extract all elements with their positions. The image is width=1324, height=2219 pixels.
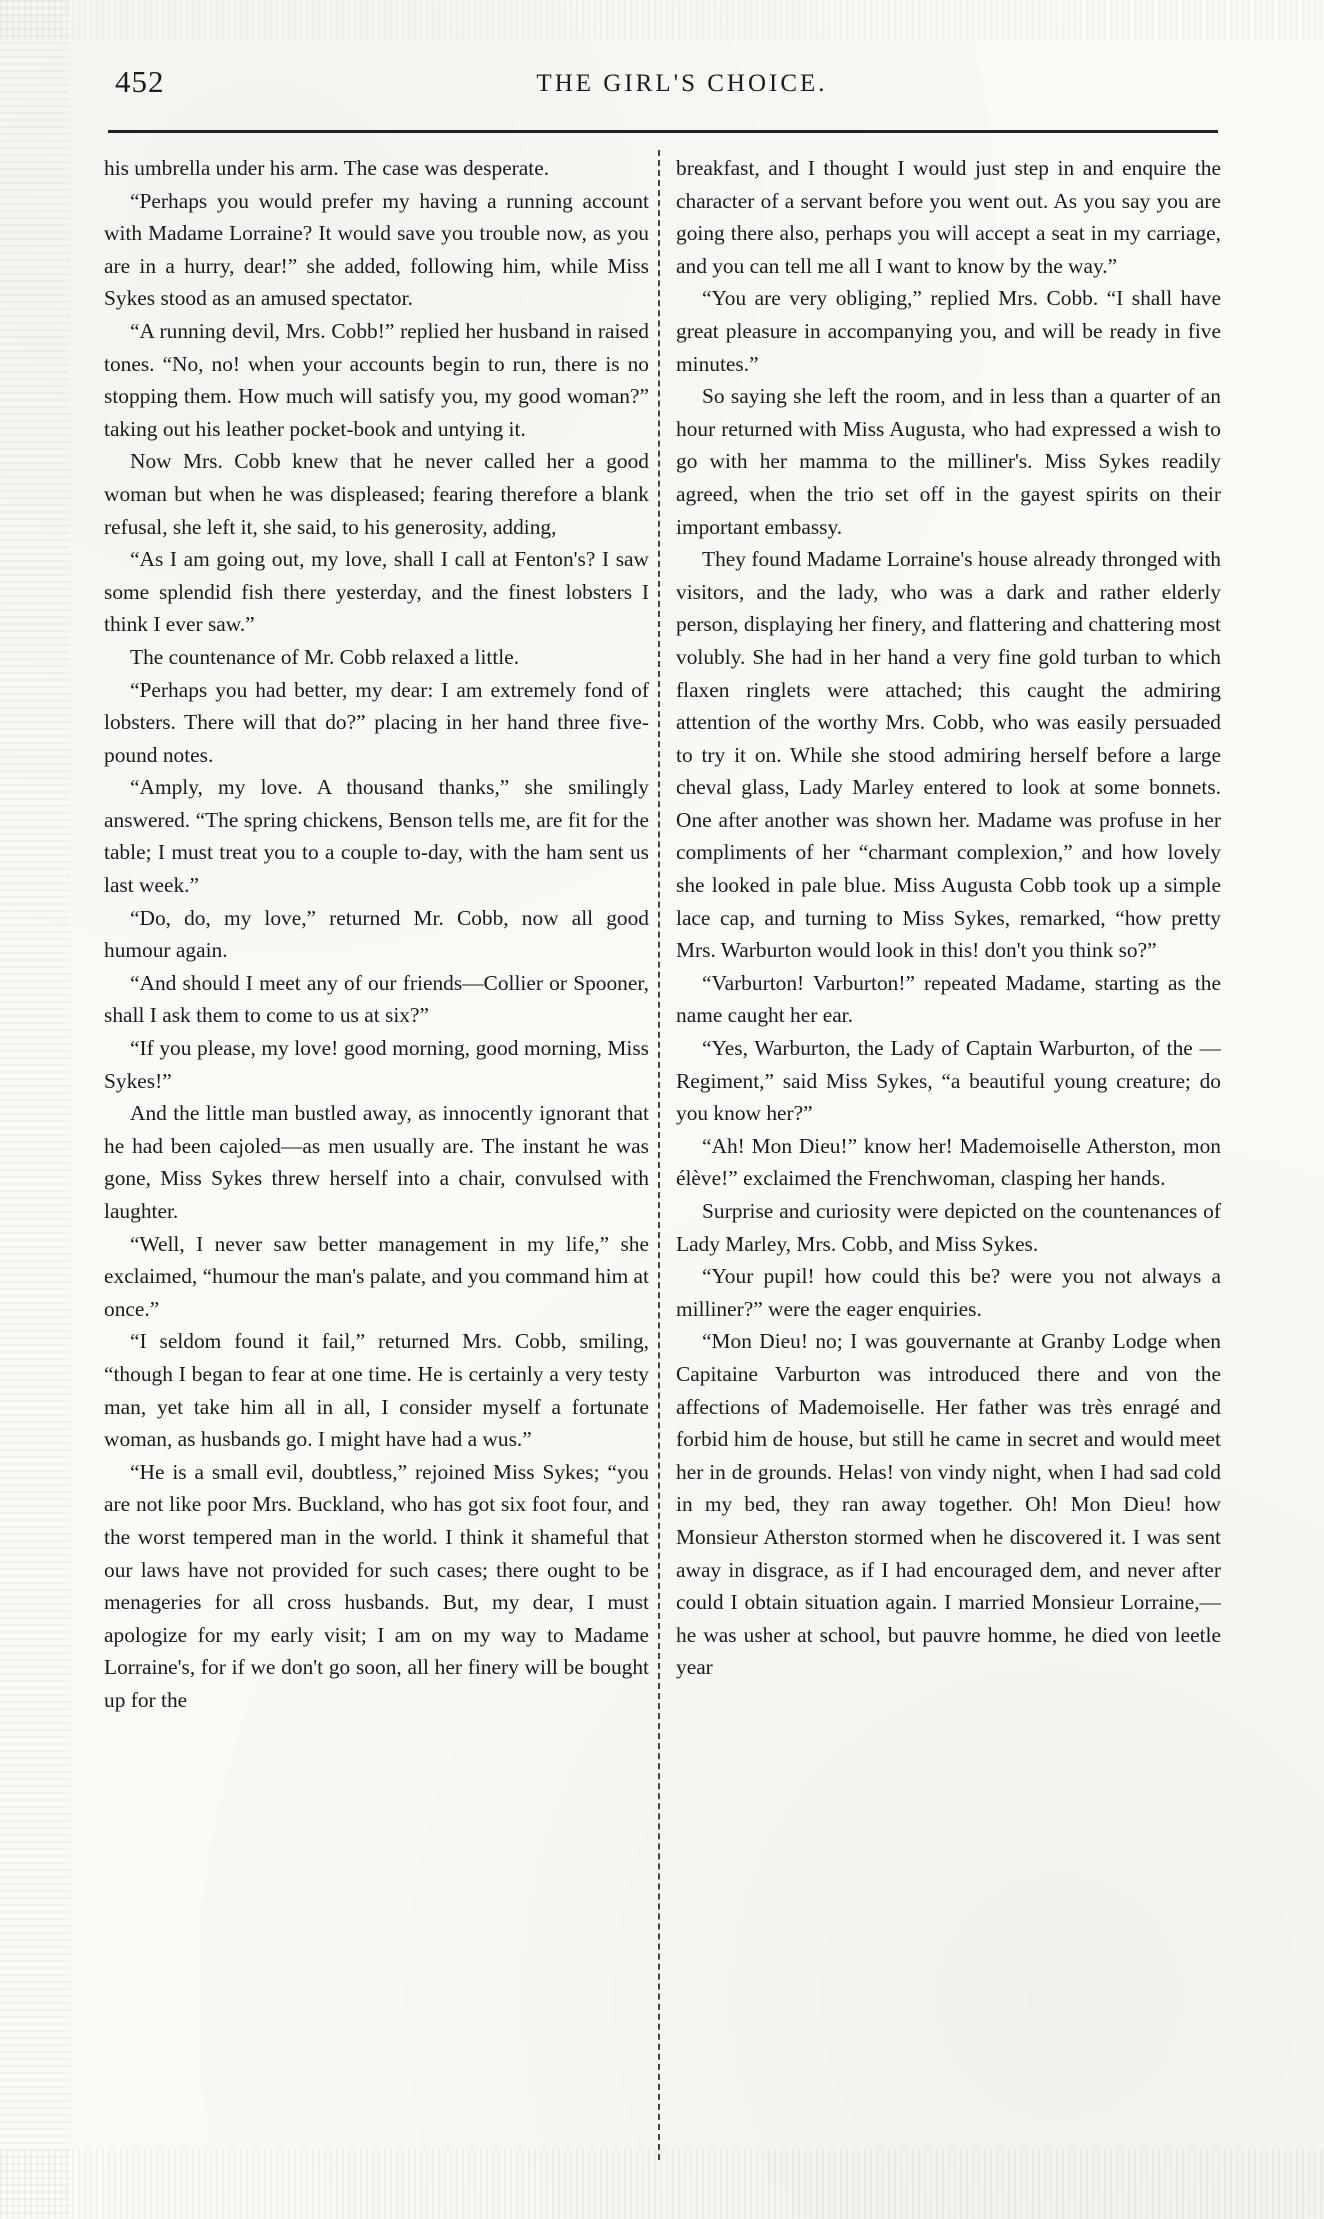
scan-noise-left bbox=[0, 0, 70, 2219]
scan-noise-top bbox=[0, 0, 1324, 40]
paragraph: “Ah! Mon Dieu!” know her! Mademoiselle Atherston, mon élève!” exclaimed the Frenchwoman, clasping her hands. bbox=[676, 1133, 1221, 1191]
paragraph: Now Mrs. Cobb knew that he never called her a good woman but when he was displeased; fearing therefore a blank refusal, she left it, she said, to his generosity, adding, bbox=[104, 449, 649, 539]
paragraph: “Mon Dieu! no; I was gouvernante at Granby Lodge when Capitaine Varburton was introduced there and von the affections of Mademoiselle. Her father was très enragé and forbid him de house, but still he came in secret and would meet her in de grounds. Helas! von vindy night, when I had sad cold in my bed, they ran away together. Oh! Mon Dieu! how Monsieur Atherston stormed when he discovered it. I was sent away in disgrace, as if I had encouraged dem, and never after could I obtain situation again. I married Monsieur Lorraine,—he was usher at school, but pauvre homme, he died von leetle year bbox=[676, 1329, 1221, 1680]
left-column bbox=[104, 152, 649, 2162]
paragraph: his umbrella under his arm. The case was desperate. bbox=[104, 156, 550, 180]
column-divider bbox=[658, 150, 660, 2160]
paragraph: “He is a small evil, doubtless,” rejoined Miss Sykes; “you are not like poor Mrs. Buckland, who has got six foot four, and the worst tempered man in the world. I think it shameful that our laws have not provided for such cases; there ought to be menageries for all cross husbands. But, my dear, I must apologize for my early visit; I am on my way to Madame Lorraine's, for if we don't go soon, all her finery will be bought up for the bbox=[104, 1459, 649, 1712]
paragraph: So saying she left the room, and in less than a quarter of an hour returned with Miss Augusta, who had expressed a wish to go with her mamma to the milliner's. Miss Sykes readily agreed, when the trio set off in the gayest spirits on their important embassy. bbox=[676, 384, 1221, 539]
paragraph: “You are very obliging,” replied Mrs. Cobb. “I shall have great pleasure in accompanying you, and will be ready in five minutes.” bbox=[676, 286, 1221, 376]
paragraph: “A running devil, Mrs. Cobb!” replied her husband in raised tones. “No, no! when your accounts begin to run, there is no stopping them. How much will satisfy you, my good woman?” taking out his leather pocket-book and untying it. bbox=[104, 318, 649, 441]
header-rule bbox=[108, 130, 1218, 133]
paragraph: “Perhaps you had better, my dear: I am extremely fond of lobsters. There will that do?” placing in her hand three five-pound notes. bbox=[104, 677, 649, 767]
paragraph: “Perhaps you would prefer my having a running account with Madame Lorraine? It would save you trouble now, as you are in a hurry, dear!” she added, following him, while Miss Sykes stood as an amused spectator. bbox=[104, 188, 649, 311]
paragraph: “Amply, my love. A thousand thanks,” she smilingly answered. “The spring chickens, Benson tells me, are fit for the table; I must treat you to a couple to-day, with the ham sent us last week.” bbox=[104, 775, 649, 898]
paragraph: They found Madame Lorraine's house already thronged with visitors, and the lady, who was a dark and rather elderly person, displaying her finery, and flattering and chattering most volubly. She had in her hand a very fine gold turban to which flaxen ringlets were attached; this caught the admiring attention of the worthy Mrs. Cobb, who was easily persuaded to try it on. While she stood admiring herself before a large cheval glass, Lady Marley entered to look at some bonnets. One after another was shown her. Madame was profuse in her compliments of her “charmant complexion,” and how lovely she looked in pale blue. Miss Augusta Cobb took up a simple lace cap, and turning to Miss Sykes, remarked, “how pretty Mrs. Warburton would look in this! don't you think so?” bbox=[676, 547, 1221, 963]
paragraph: “Yes, Warburton, the Lady of Captain Warburton, of the — Regiment,” said Miss Sykes, “a beautiful young creature; do you know her?” bbox=[676, 1036, 1221, 1126]
paragraph: “If you please, my love! good morning, good morning, Miss Sykes!” bbox=[104, 1036, 649, 1093]
paragraph: And the little man bustled away, as innocently ignorant that he had been cajoled—as men usually are. The instant he was gone, Miss Sykes threw herself into a chair, convulsed with laughter. bbox=[104, 1101, 649, 1223]
running-title: THE GIRL'S CHOICE. bbox=[536, 70, 828, 97]
paragraph: “As I am going out, my love, shall I call at Fenton's? I saw some splendid fish there yesterday, and the finest lobsters I think I ever saw.” bbox=[104, 547, 649, 637]
paragraph: “Your pupil! how could this be? were you not always a milliner?” were the eager enquiries. bbox=[676, 1264, 1221, 1321]
paragraph: “Varburton! Varburton!” repeated Madame, starting as the name caught her ear. bbox=[676, 970, 1221, 1028]
paragraph: breakfast, and I thought I would just step in and enquire the character of a servant before you went out. As you say you are going there also, perhaps you will accept a seat in my carriage, and you can tell me all I want to know by the way.” bbox=[676, 156, 1221, 278]
page-number: 452 bbox=[115, 64, 165, 99]
paragraph: “Well, I never saw better management in my life,” she exclaimed, “humour the man's palate, and you command him at once.” bbox=[104, 1231, 649, 1321]
paragraph: Surprise and curiosity were depicted on the countenances of Lady Marley, Mrs. Cobb, and Miss Sykes. bbox=[676, 1199, 1221, 1256]
paragraph: “I seldom found it fail,” returned Mrs. Cobb, smiling, “though I began to fear at one time. He is certainly a very testy man, yet take him all in all, I consider myself a fortunate woman, as husbands go. I might have had a wus.” bbox=[104, 1329, 649, 1452]
paragraph: “Do, do, my love,” returned Mr. Cobb, now all good humour again. bbox=[104, 905, 649, 963]
paragraph: “And should I meet any of our friends—Collier or Spooner, shall I ask them to come to us at six?” bbox=[104, 970, 649, 1028]
right-column bbox=[676, 152, 1221, 2162]
paragraph: The countenance of Mr. Cobb relaxed a little. bbox=[130, 644, 520, 669]
